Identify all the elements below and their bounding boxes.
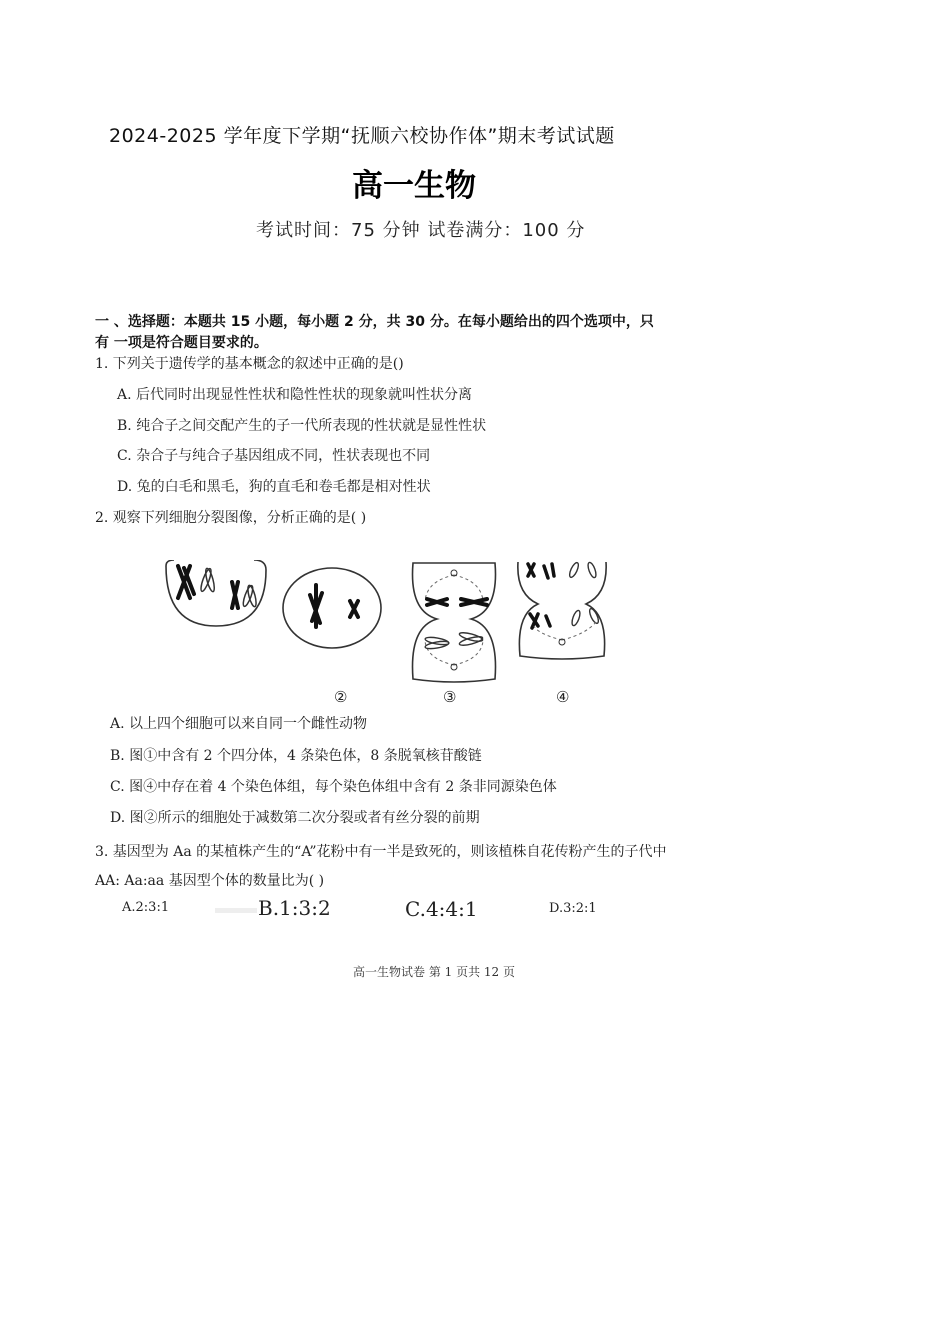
question-3-stem-line2: AA: Aa:aa 基因型个体的数量比为( )	[95, 873, 325, 889]
question-1-option-d: D. 兔的白毛和黑毛，狗的直毛和卷毛都是相对性状	[117, 479, 431, 495]
cell-figure-2	[280, 565, 384, 651]
page-footer: 高一生物试卷 第 1 页共 12 页	[353, 965, 515, 979]
question-3-stem-line1: 3. 基因型为 Aa 的某植株产生的“A”花粉中有一半是致死的，则该植株自花传粉产生的子代中	[95, 844, 667, 860]
question-2-option-a: A. 以上四个细胞可以来自同一个雌性动物	[110, 716, 368, 732]
question-1-option-c: C. 杂合子与纯合子基因组成不同，性状表现也不同	[117, 448, 431, 464]
question-3-option-d: D.3:2:1	[549, 901, 597, 916]
question-2-stem: 2. 观察下列细胞分裂图像，分析正确的是( )	[95, 510, 367, 526]
exam-meta: 考试时间：75 分钟 试卷满分：100 分	[256, 220, 586, 241]
section-heading-line2: 有 一项是符合题目要求的。	[95, 335, 268, 351]
question-1-option-b: B. 纯合子之间交配产生的子一代所表现的性状就是显性性状	[117, 418, 487, 434]
exam-title-line: 2024-2025 学年度下学期“抚顺六校协作体”期末考试试题	[109, 125, 615, 147]
question-3-option-b: B.1:3:2	[258, 896, 331, 920]
figure-label-4: ④	[556, 688, 570, 706]
cell-figure-1	[164, 560, 268, 628]
cell-figure-4	[514, 560, 610, 660]
subject-title: 高一生物	[352, 168, 476, 204]
question-3-option-c: C.4:4:1	[405, 897, 478, 921]
question-2-option-c: C. 图④中存在着 4 个染色体组，每个染色体组中含有 2 条非同源染色体	[110, 779, 557, 795]
question-1-stem: 1. 下列关于遗传学的基本概念的叙述中正确的是()	[95, 356, 404, 372]
cell-figure-3	[407, 561, 501, 683]
question-1-option-a: A. 后代同时出现显性性状和隐性性状的现象就叫性状分离	[117, 387, 473, 403]
scan-smudge	[215, 908, 257, 913]
question-2-option-b: B. 图①中含有 2 个四分体，4 条染色体，8 条脱氧核苷酸链	[110, 748, 482, 764]
figure-label-2: ②	[334, 688, 348, 706]
question-3-option-a: A.2:3:1	[122, 900, 170, 915]
question-2-option-d: D. 图②所示的细胞处于减数第二次分裂或者有丝分裂的前期	[110, 810, 480, 826]
section-heading-line1: 一 、选择题：本题共 15 小题，每小题 2 分，共 30 分。在每小题给出的四个选项中，只	[95, 314, 654, 330]
figure-label-3: ③	[443, 688, 457, 706]
